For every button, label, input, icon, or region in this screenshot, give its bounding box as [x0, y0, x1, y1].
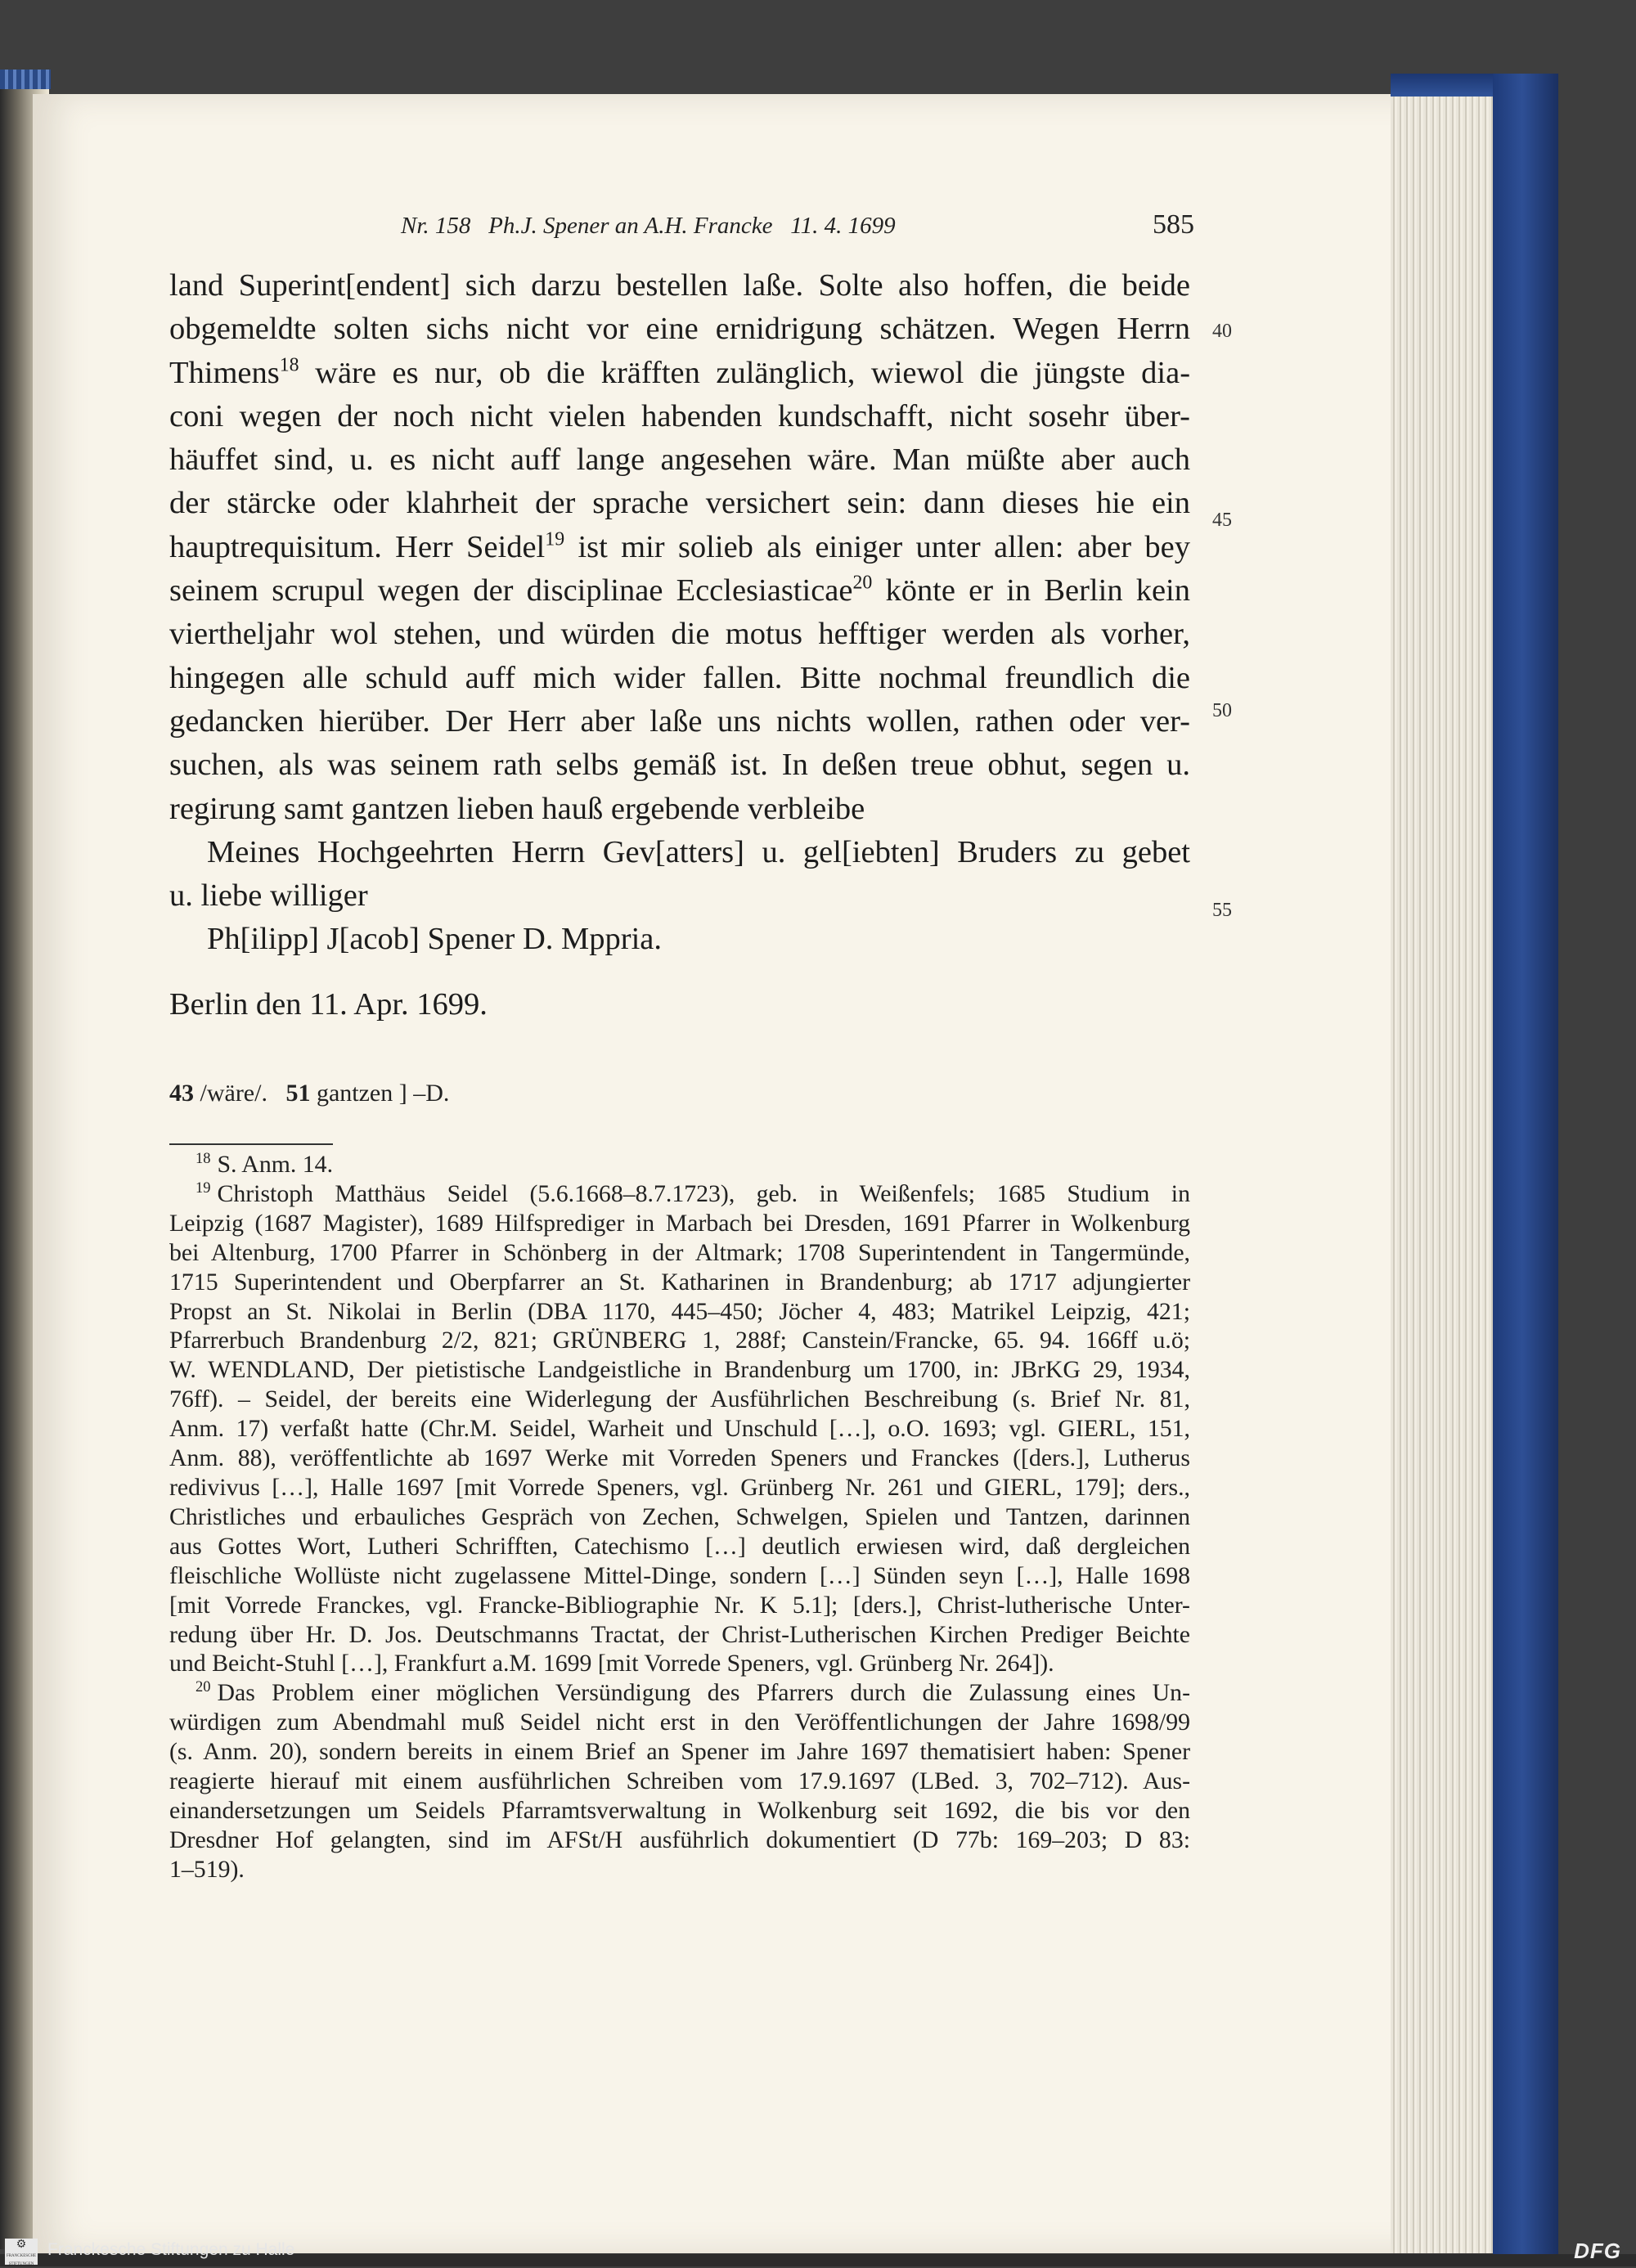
footnote-line: bei Altenburg, 1700 Pfarrer in Schönberg in der Altmark; 1708 Superintendent in Tangermünde,: [169, 1238, 1190, 1266]
footnote-line: [169, 1678, 1190, 1708]
footnote-rule: [169, 1143, 333, 1145]
footnote-number: 20: [196, 1678, 211, 1695]
text-line: land Superint[endent] sich darzu bestellen laße. Solte also hoffen, die beide: [169, 268, 1190, 303]
closing-salutation: Meines Hochgeehrten Herrn Gev[atters] u. gel[iebten] Bruders zu gebet: [207, 834, 1190, 869]
footnote-text: Christoph Matthäus Seidel (5.6.1668–8.7.1723), geb. in Weißenfels; 1685 Studium in: [217, 1179, 1190, 1207]
footnote-line: redivivus […], Halle 1697 [mit Vorrede Speners, vgl. Grünberg Nr. 261 und GIERL, 179]; ders.,: [169, 1473, 1190, 1501]
institution-logo: [5, 2239, 38, 2265]
name-thimens: Thimens: [169, 355, 280, 390]
line-number-40: 40: [1212, 321, 1232, 342]
footnote-line: 76ff). – Seidel, der bereits eine Widerlegung der Ausführlichen Beschreibung (s. Brief Nr. 81,: [169, 1386, 1190, 1413]
footnote-line: Christliches und erbauliches Gespräch von Zechen, Schwelgen, Spielen und Tantzen, darinnen: [169, 1502, 1190, 1530]
footnote-line: [169, 1179, 1190, 1209]
logo-mark-icon: ⚙: [16, 2239, 27, 2251]
footnotes: [169, 1150, 1190, 1884]
footnote-line: [mit Vorrede Franckes, vgl. Francke-Bibliographie Nr. K 5.1]; [ders.], Christ-lutherische Unter-: [169, 1591, 1190, 1619]
footnote-18: [169, 1150, 1190, 1179]
text-fragment: könte er in Berlin kein: [885, 573, 1191, 609]
footnote-line: Leipzig (1687 Magister), 1689 Hilfsprediger in Marbach bei Dresden, 1691 Pfarrer in Wolkenburg: [169, 1209, 1190, 1237]
text-fragment: wäre es nur, ob die kräfften zulänglich, wiewol die jüngste dia-: [315, 355, 1191, 390]
running-head: [401, 209, 1194, 245]
footnote-20: [169, 1678, 1190, 1884]
footnote-line: einandersetzungen um Seidels Pfarramtsverwaltung in Wolkenburg seit 1692, die bis vor den: [169, 1796, 1190, 1824]
footnote-body: [169, 1209, 1190, 1679]
apparatus-line-ref: 43: [169, 1080, 194, 1107]
footnote-body: [169, 1708, 1190, 1884]
footnote-ref-19: 19: [545, 528, 565, 550]
footnote-line: fleischliche Wollüste nicht zugelassene Mittel-Dinge, sondern […] Sünden seyn […], Halle 1698: [169, 1561, 1190, 1589]
text-line: viertheljahr wol stehen, und würden die motus hefftiger werden als vorher,: [169, 617, 1190, 652]
logo-caption: FRANCKESCHE STIFTUNGEN: [6, 2254, 37, 2266]
footnote-line: redung über Hr. D. Jos. Deutschmanns Tractat, der Christ-Lutherischen Kirchen Prediger Beichte: [169, 1620, 1190, 1648]
footnote-line: und Beicht-Stuhl […], Frankfurt a.M. 1699 [mit Vorrede Speners, vgl. Grünberg Nr. 264]).: [169, 1650, 1054, 1677]
text-line: der stärcke oder klahrheit der sprache versichert sein: dann dieses hie ein: [169, 486, 1190, 521]
critical-apparatus: [169, 1080, 449, 1107]
footnote-line: würdigen zum Abendmahl muß Seidel nicht erst in den Veröffentlichungen der Jahre 1698/99: [169, 1709, 1190, 1736]
footnote-line: 1–519).: [169, 1855, 245, 1883]
footnote-ref-20: 20: [852, 572, 873, 594]
apparatus-entry: /wäre/.: [200, 1080, 267, 1107]
letter-body: [169, 264, 1190, 1026]
text-line: [169, 352, 1190, 395]
footnote-line: Anm. 17) verfaßt hatte (Chr.M. Seidel, Warheit und Unschuld […], o.O. 1693; vgl. GIERL, 151,: [169, 1415, 1190, 1443]
footnote-line: reagierte hierauf mit einem ausführlichen Schreiben vom 17.9.1697 (LBed. 3, 702–712). Aus-: [169, 1767, 1190, 1795]
text-line: suchen, als was seinem rath selbs gemäß ist. In deßen treue obhut, segen u.: [169, 748, 1190, 783]
text-line: obgemeldte solten sichs nicht vor eine ernidrigung schätzen. Wegen Herrn: [169, 312, 1190, 347]
page-number: 585: [1153, 209, 1194, 240]
text-line: coni wegen der noch nicht vielen habenden kundschafft, nicht sosehr über-: [169, 398, 1190, 433]
footnote-line: aus Gottes Wort, Lutheri Schrifften, Catechismo […] deutlich erwiesen wird, daß dergleichen: [169, 1532, 1190, 1560]
text-line: hingegen alle schuld auff mich wider fallen. Bitte nochmal freundlich die: [169, 660, 1190, 695]
institution-name[interactable]: Franckesche Stiftungen zu Halle: [47, 2240, 295, 2259]
text-fragment: hauptrequisitum. Herr Seidel: [169, 529, 546, 564]
footnote-line: 1715 Superintendent und Oberpfarrer an St. Katharinen in Brandenburg; ab 1717 adjungierter: [169, 1268, 1190, 1296]
dfg-logo[interactable]: DFG: [1574, 2239, 1621, 2263]
footnote-text: S. Anm. 14.: [217, 1151, 334, 1178]
text-line: [169, 526, 1190, 569]
apparatus-line-ref: 51: [285, 1080, 311, 1107]
closing-salutation-end: u. liebe williger: [169, 878, 368, 914]
line-number-55: 55: [1212, 900, 1232, 921]
place-date: Berlin den 11. Apr. 1699.: [169, 986, 488, 1022]
apparatus-entry: gantzen ] –D.: [316, 1080, 450, 1107]
running-head-title: Nr. 158 Ph.J. Spener an A.H. Francke 11. 4. 1699: [401, 213, 896, 239]
text-fragment: ist mir solieb als einiger unter allen: aber bey: [578, 529, 1190, 564]
footnote-line: Dresdner Hof gelangten, sind im AFSt/H ausführlich dokumentiert (D 77b: 169–203; D 83:: [169, 1826, 1190, 1853]
footnote-number: 19: [196, 1179, 211, 1196]
text-line: häuffet sind, u. es nicht auff lange angesehen wäre. Man müßte aber auch: [169, 442, 1190, 478]
book-cover-right: [1493, 74, 1558, 2266]
footnote-number: 18: [196, 1149, 211, 1166]
footnote-ref-18: 18: [279, 354, 299, 376]
footnote-line: W. WENDLAND, Der pietistische Landgeistliche in Brandenburg um 1700, in: JBrKG 29, 1934,: [169, 1356, 1190, 1384]
footnote-19: [169, 1179, 1190, 1678]
footnote-line: Propst an St. Nikolai in Berlin (DBA 1170, 445–450; Jöcher 4, 483; Matrikel Leipzig, 421;: [169, 1297, 1190, 1325]
text-line: gedancken hierüber. Der Herr aber laße uns nichts wollen, rathen oder ver-: [169, 703, 1190, 739]
line-number-45: 45: [1212, 510, 1232, 531]
footnote-line: Pfarrerbuch Brandenburg 2/2, 821; GRÜNBERG 1, 288f; Canstein/Francke, 65. 94. 166ff u.ö;: [169, 1327, 1190, 1354]
binding-cloth: [0, 70, 51, 89]
text-line: regirung samt gantzen lieben hauß ergebende verbleibe: [169, 791, 865, 826]
signature: Ph[ilipp] J[acob] Spener D. Mppria.: [207, 922, 662, 957]
text-line: [169, 569, 1190, 613]
text-fragment: seinem scrupul wegen der disciplinae Ecclesiasticae: [169, 573, 853, 609]
page-block-edge: [1391, 94, 1493, 2253]
footnote-text: Das Problem einer möglichen Versündigung des Pfarrers durch die Zulassung eines Un-: [217, 1679, 1190, 1707]
line-number-50: 50: [1212, 700, 1232, 721]
footnote-line: (s. Anm. 20), sondern bereits in einem Brief an Spener im Jahre 1697 thematisiert haben: Spener: [169, 1738, 1190, 1766]
footnote-line: Anm. 88), veröffentlichte ab 1697 Werke mit Vorreden Speners und Franckes ([ders.], Lutherus: [169, 1444, 1190, 1472]
